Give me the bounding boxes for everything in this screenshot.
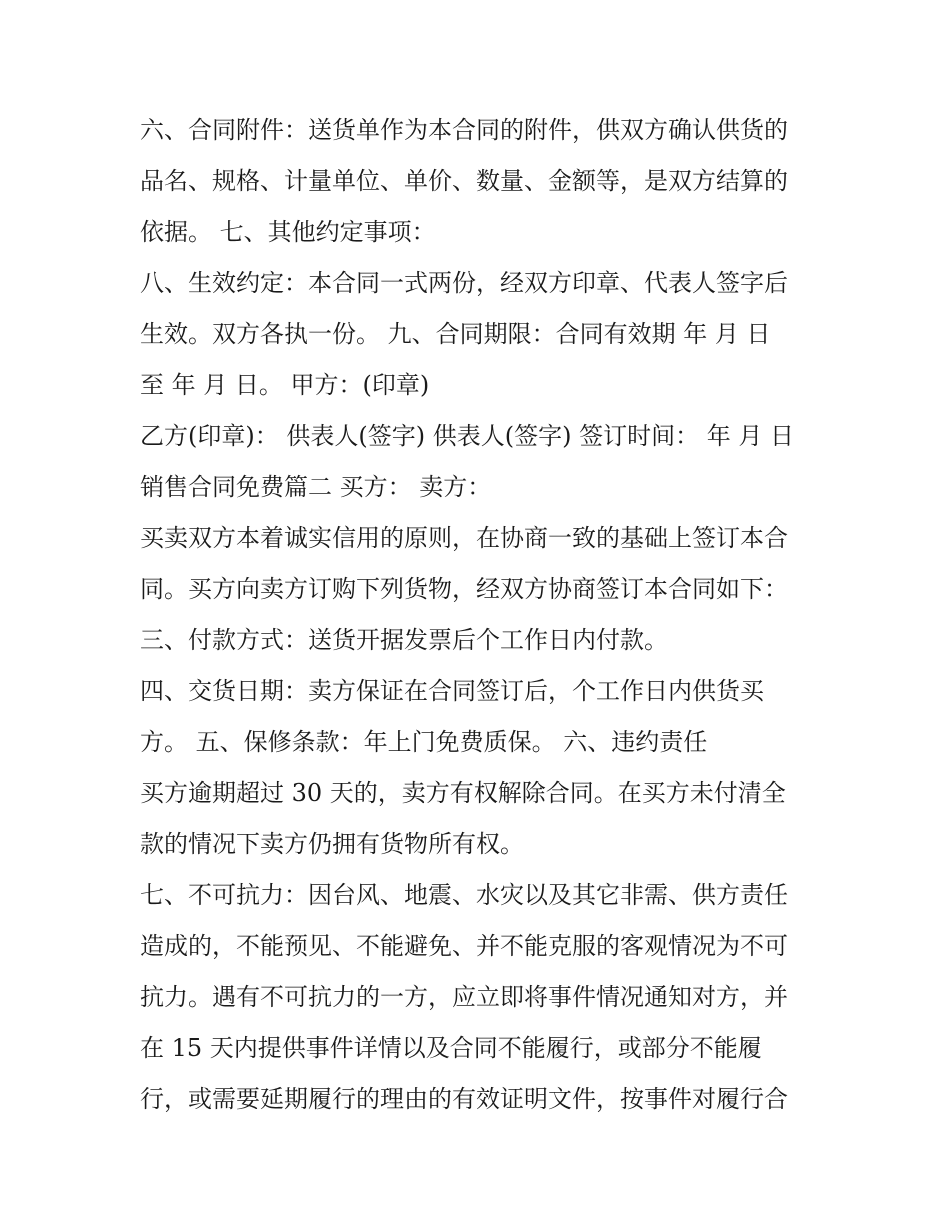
text-line: 乙方(印章)： 供表人(签字) 供表人(签字) 签订时间： 年 月 日 — [140, 422, 794, 450]
contract-body-text — [140, 105, 815, 1125]
text-line: 买卖双方本着诚实信用的原则，在协商一致的基础上签订本合 — [140, 524, 788, 552]
text-line: 六、合同附件：送货单作为本合同的附件，供双方确认供货的 — [140, 116, 788, 144]
text-line: 依据。 七、其他约定事项： — [140, 218, 436, 246]
text-line: 造成的，不能预见、不能避免、并不能克服的客观情况为不可 — [140, 932, 788, 960]
text-line: 款的情况下卖方仍拥有货物所有权。 — [140, 830, 524, 858]
text-line: 品名、规格、计量单位、单价、数量、金额等，是双方结算的 — [140, 167, 788, 195]
text-line: 至 年 月 日。 甲方：(印章) — [140, 371, 430, 399]
text-line: 七、不可抗力：因台风、地震、水灾以及其它非需、供方责任 — [140, 881, 788, 909]
text-line: 同。买方向卖方订购下列货物，经双方协商签订本合同如下： — [140, 575, 788, 603]
text-line: 在 15 天内提供事件详情以及合同不能履行，或部分不能履 — [140, 1034, 762, 1062]
text-line: 八、生效约定：本合同一式两份，经双方印章、代表人签字后 — [140, 269, 788, 297]
text-line: 行，或需要延期履行的理由的有效证明文件，按事件对履行合 — [140, 1085, 788, 1113]
text-line: 抗力。遇有不可抗力的一方，应立即将事件情况通知对方，并 — [140, 983, 788, 1011]
text-line: 三、付款方式：送货开据发票后个工作日内付款。 — [140, 626, 668, 654]
text-line: 销售合同免费篇二 买方： 卖方： — [140, 473, 492, 501]
text-line: 买方逾期超过 30 天的，卖方有权解除合同。在买方未付清全 — [140, 779, 786, 807]
text-line: 方。 五、保修条款：年上门免费质保。 六、违约责任 — [140, 728, 708, 756]
text-line: 生效。双方各执一份。 九、合同期限：合同有效期 年 月 日 — [140, 320, 771, 348]
text-line: 四、交货日期：卖方保证在合同签订后，个工作日内供货买 — [140, 677, 764, 705]
